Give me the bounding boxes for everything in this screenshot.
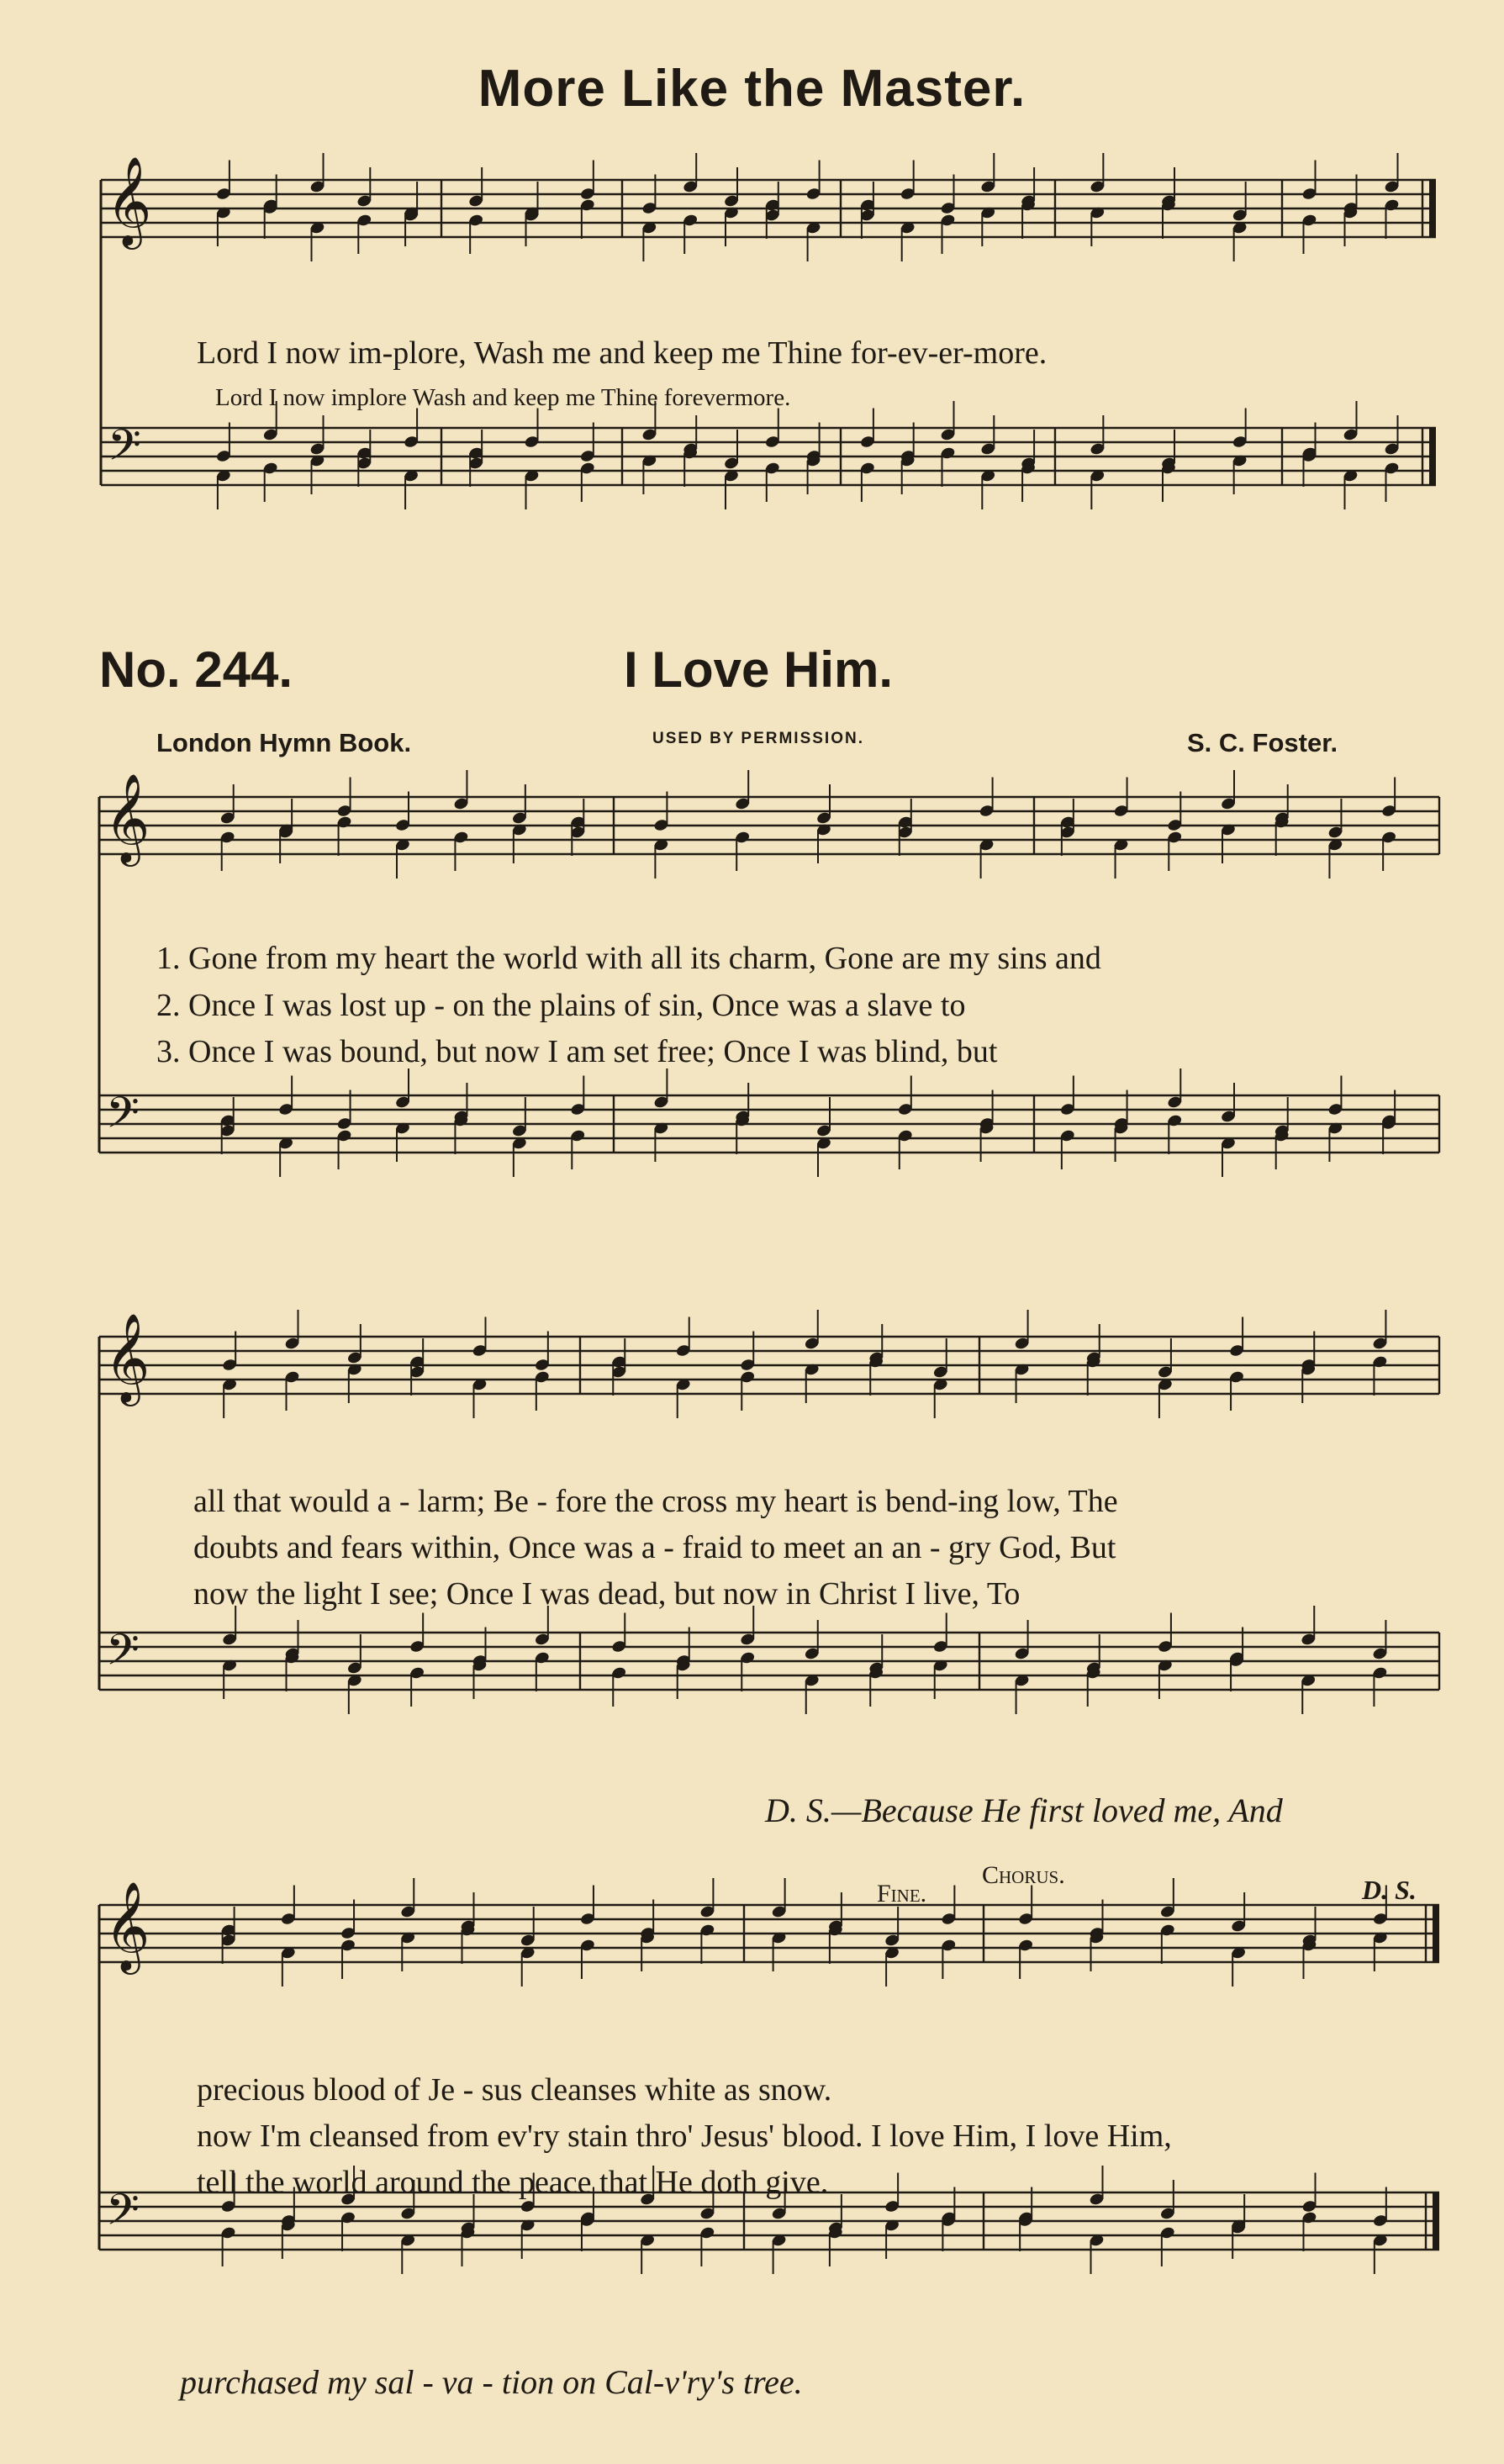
top-system-treble-final-barline — [1429, 180, 1436, 237]
system3-bass-final-barline — [1433, 2192, 1439, 2250]
system3-verse1: precious blood of Je - sus cleanses white as snow. — [197, 2072, 832, 2108]
system2-treble-clef: 𝄞 — [104, 1312, 150, 1402]
system1-verse2: 2. Once I was lost up - on the plains of sin, Once was a slave to — [156, 988, 966, 1023]
ds-ending-lyric: purchased my sal - va - tion on Cal-v'ry's tree. — [180, 2363, 803, 2401]
hymn-title: I Love Him. — [624, 641, 894, 698]
system3-verse2: now I'm cleansed from ev'ry stain thro' Jesus' blood. I love Him, I love Him, — [197, 2118, 1172, 2154]
ds-instruction: D. S.—Because He first loved me, And — [765, 1791, 1283, 1829]
system2-bass-clef: 𝄢 — [106, 1624, 140, 1686]
system3-treble-clef: 𝄞 — [104, 1881, 150, 1971]
top-system-bass-final-barline — [1429, 428, 1436, 485]
fine-mark: Fine. — [877, 1880, 927, 1907]
top-hymn-lyric-line2: Lord I now implore Wash and keep me Thine forevermore. — [215, 384, 791, 411]
chorus-mark: Chorus. — [982, 1861, 1065, 1889]
system3-bass-clef: 𝄢 — [106, 2184, 140, 2245]
system3-treble-final-barline — [1433, 1905, 1439, 1962]
system1-bass-clef: 𝄢 — [106, 1087, 140, 1148]
system1-verse1: 1. Gone from my heart the world with all its charm, Gone are my sins and — [156, 941, 1101, 976]
system2-verse1: all that would a - larm; Be - fore the cross my heart is bend-ing low, The — [193, 1484, 1118, 1519]
system3-verse3: tell the world around the peace that He doth give. — [197, 2165, 829, 2200]
top-system-treble-clef: 𝄞 — [106, 156, 152, 245]
hymn-composer: S. C. Foster. — [1187, 728, 1338, 757]
hymn-source: London Hymn Book. — [156, 728, 412, 757]
system1-treble-clef: 𝄞 — [104, 773, 150, 863]
hymn-number: No. 244. — [99, 641, 293, 698]
system2-verse2: doubts and fears within, Once was a - fraid to meet an an - gry God, But — [193, 1530, 1116, 1565]
top-system-bass-clef: 𝄢 — [108, 419, 141, 481]
ds-mark: D. S. — [1362, 1875, 1417, 1905]
top-hymn-title: More Like the Master. — [478, 60, 1026, 118]
permission-note: USED BY PERMISSION. — [652, 730, 864, 747]
system1-verse3: 3. Once I was bound, but now I am set free; Once I was blind, but — [156, 1034, 998, 1069]
system2-verse3: now the light I see; Once I was dead, but now in Christ I live, To — [193, 1576, 1021, 1612]
top-hymn-lyric-line1: Lord I now im-plore, Wash me and keep me Thine for-ev-er-more. — [197, 335, 1048, 371]
